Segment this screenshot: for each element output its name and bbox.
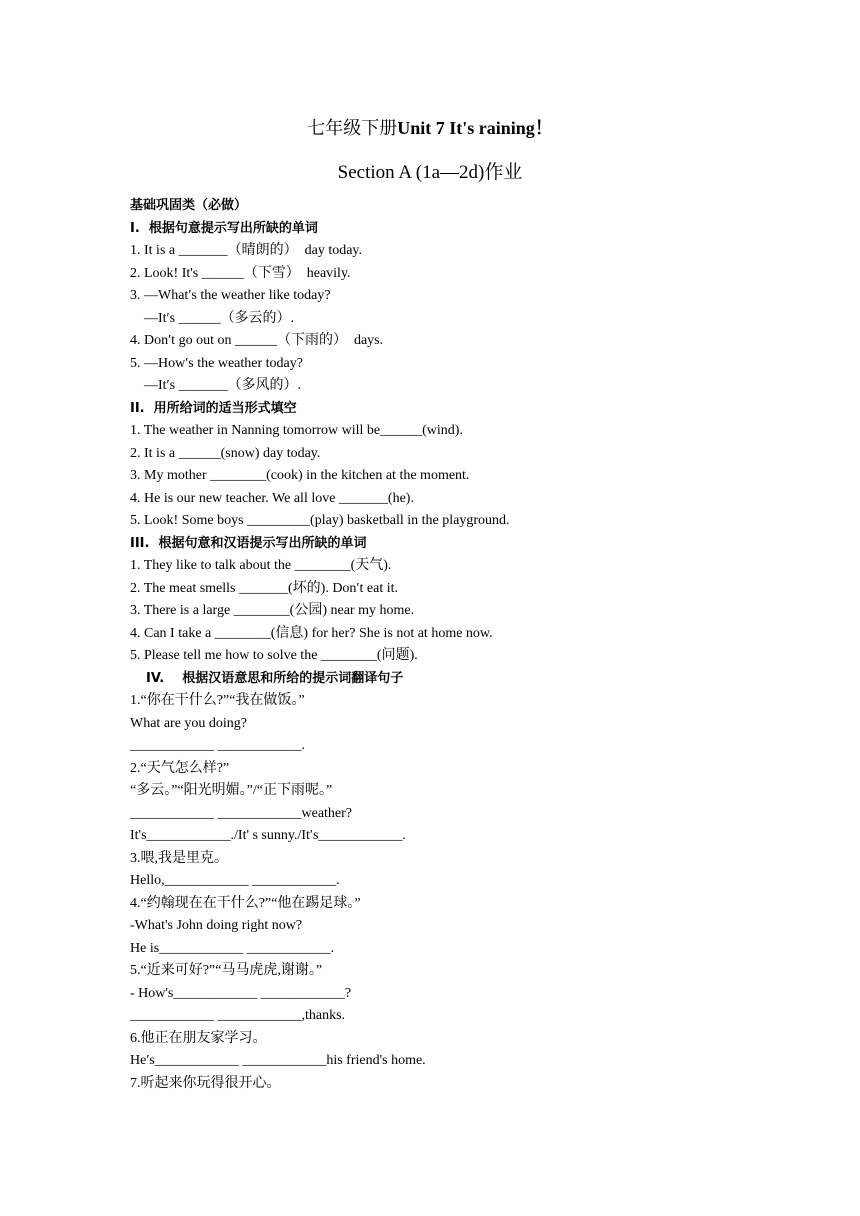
exercise-line: 1. It is a _______（晴朗的） day today.: [130, 243, 363, 258]
exercise-line: 5. Look! Some boys _________(play) basketball in the playground.: [130, 513, 510, 528]
exercise-line: 1. They like to talk about the ________(天气).: [130, 558, 392, 573]
exercise-line: It's____________./It' s sunny./It′s____________.: [130, 828, 406, 843]
section-heading: I. 根据句意提示写出所缺的单词: [130, 220, 318, 236]
exercise-line: 2. It is a ______(snow) day today.: [130, 445, 321, 461]
page-subtitle: Section A (1a—2d)作业: [337, 162, 523, 183]
exercise-line: He′s____________ ____________his friend's home.: [130, 1053, 426, 1068]
exercise-line: ____________ ____________.: [130, 738, 305, 753]
exercise-line: ____________ ____________,thanks.: [130, 1008, 346, 1023]
section-heading: III. 根据句意和汉语提示写出所缺的单词: [130, 535, 367, 551]
exercise-line: 4. Don′t go out on ______（下雨的） days.: [130, 333, 384, 348]
exercise-line: “多云。”“阳光明媚。”/“正下雨呢。”: [130, 783, 333, 798]
exercise-content: [130, 195, 750, 1095]
exercise-line: 4.“约翰现在在干什么?”“他在踢足球。”: [130, 895, 361, 911]
section-heading: 基础巩固类（必做）: [130, 198, 248, 213]
exercise-line: 5.“近来可好?”“马马虎虎,谢谢。”: [130, 963, 323, 978]
section-heading: IV. 根据汉语意思和所给的提示词翻译句子: [146, 670, 404, 686]
exercise-line: -What's John doing right now?: [130, 918, 303, 933]
exercise-line: Hello,____________ ____________.: [130, 873, 340, 888]
title-suffix: ！: [534, 118, 553, 138]
exercise-line: 3. There is a large ________(公园) near my home.: [130, 603, 415, 618]
exercise-line: 4. Can I take a ________(信息) for her? She is not at home now.: [130, 625, 493, 641]
exercise-line: 2. Look! It's ______（下雪） heavily.: [130, 265, 351, 281]
exercise-line: 6.他正在朋友家学习。: [130, 1030, 267, 1046]
exercise-line: - How's____________ ____________?: [130, 985, 352, 1001]
exercise-line: He is____________ ____________.: [130, 940, 335, 956]
exercise-line: 1.“你在干什么?”“我在做饭。”: [130, 693, 305, 708]
exercise-line: 1. The weather in Nanning tomorrow will be______(wind).: [130, 423, 463, 438]
exercise-line: 3. —What′s the weather like today?: [130, 288, 331, 303]
section-heading: II. 用所给词的适当形式填空: [130, 400, 297, 416]
page-title: [0, 116, 860, 140]
exercise-line: 7.听起来你玩得很开心。: [130, 1075, 281, 1091]
exercise-line: 3.喂,我是里克。: [130, 850, 228, 866]
exercise-line: What are you doing?: [130, 715, 248, 731]
exercise-line: 5. Please tell me how to solve the ________(问题).: [130, 648, 418, 663]
exercise-line: 4. He is our new teacher. We all love _______(he).: [130, 490, 414, 506]
exercise-line: 3. My mother ________(cook) in the kitchen at the moment.: [130, 468, 470, 483]
exercise-line: 5. —How′s the weather today?: [130, 355, 303, 371]
title-unit: Unit 7 It's raining: [397, 118, 535, 138]
exercise-line: —It′s _______（多风的）.: [144, 378, 302, 393]
title-prefix: 七年级下册: [307, 118, 398, 138]
exercise-line: 2.“天气怎么样?”: [130, 760, 230, 776]
exercise-line: ____________ ____________weather?: [130, 805, 353, 821]
exercise-line: 2. The meat smells _______(坏的). Don′t eat it.: [130, 580, 398, 596]
exercise-line: —It′s ______（多云的）.: [144, 310, 295, 326]
